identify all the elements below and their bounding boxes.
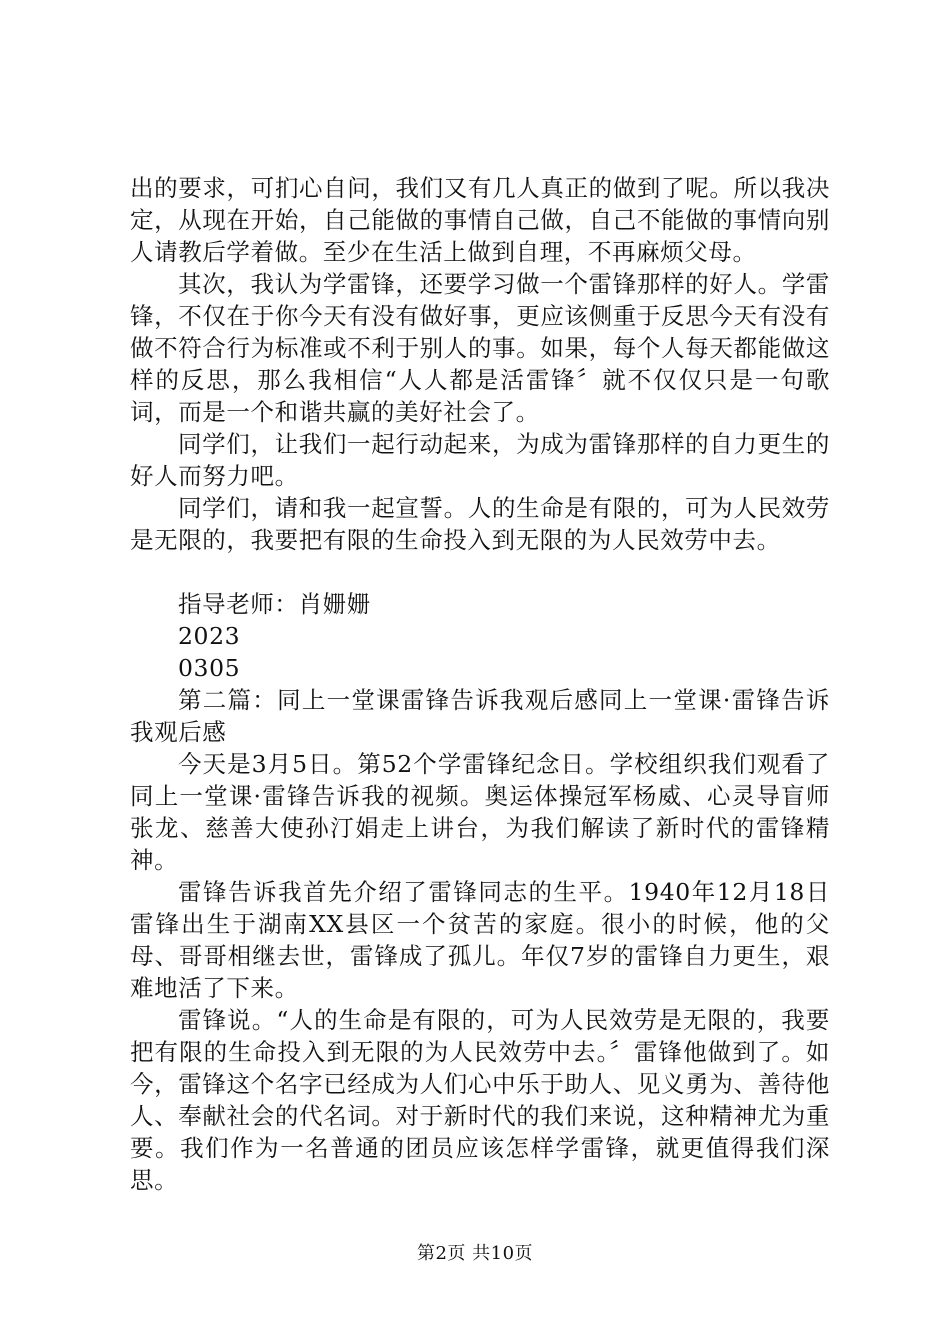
paragraph: 其次，我认为学雷锋，还要学习做一个雷锋那样的好人。学雷锋，不仅在于你今天有没有做好事，更应该侧重于反思今天有没有做不符合行为标准或不利于别人的事。如果，每个人每天都能做这样的反思，那么我相信“人人都是活雷锋〞就不仅仅只是一句歌词，而是一个和谐共赢的美好社会了。: [130, 270, 830, 426]
paragraph: 出的要求，可扪心自问，我们又有几人真正的做到了呢。所以我决定，从现在开始，自己能做的事情自己做，自己不能做的事情向别人请教后学着做。至少在生活上做到自理，不再麻烦父母。: [130, 174, 830, 266]
paragraph: 今天是3月5日。第52个学雷锋纪念日。学校组织我们观看了同上一堂课·雷锋告诉我的视频。奥运体操冠军杨威、心灵导盲师张龙、慈善大使孙汀娟走上讲台，为我们解读了新时代的雷锋精神。: [130, 750, 830, 874]
document-body: [130, 172, 830, 1196]
date-year: 2023: [178, 622, 241, 650]
page-footer: 第2页 共10页: [416, 1243, 534, 1264]
paragraph: 同学们，让我们一起行动起来，为成为雷锋那样的自力更生的好人而努力吧。: [130, 430, 830, 490]
paragraph: 雷锋告诉我首先介绍了雷锋同志的生平。1940年12月18日雷锋出生于湖南XX县区一个贫苦的家庭。很小的时候，他的父母、哥哥相继去世，雷锋成了孤儿。年仅7岁的雷锋自力更生，艰难地活了下来。: [130, 878, 830, 1002]
blank-line: [130, 556, 830, 588]
paragraph: 同学们，请和我一起宣誓。人的生命是有限的，可为人民效劳是无限的，我要把有限的生命投入到无限的为人民效劳中去。: [130, 494, 830, 554]
date-month-day: 0305: [178, 654, 241, 682]
teacher-signature: 指导老师：肖姗姗: [178, 590, 371, 618]
paragraph: 雷锋说。“人的生命是有限的，可为人民效劳是无限的，我要把有限的生命投入到无限的为人民效劳中去。〞雷锋他做到了。如今，雷锋这个名字已经成为人们心中乐于助人、见义勇为、善待他人、奉献社会的代名词。对于新时代的我们来说，这种精神尤为重要。我们作为一名普通的团员应该怎样学雷锋，就更值得我们深思。: [130, 1006, 830, 1194]
section-title: 第二篇：同上一堂课雷锋告诉我观后感同上一堂课·雷锋告诉我观后感: [130, 686, 830, 746]
